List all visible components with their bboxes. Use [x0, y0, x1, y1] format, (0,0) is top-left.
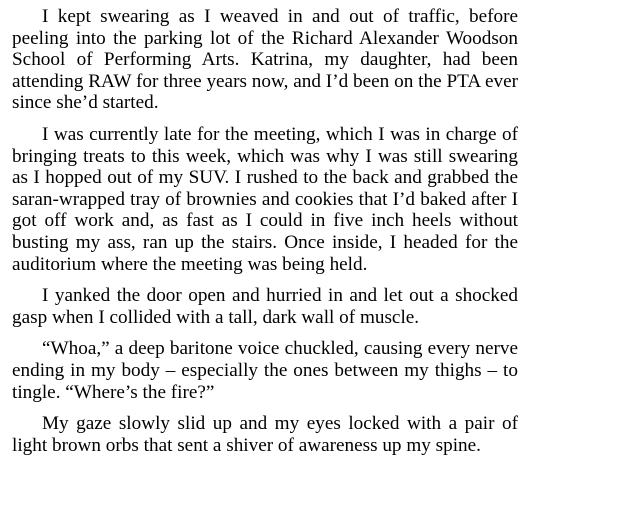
paragraph-1: I kept swearing as I weaved in and out of traffic, before peeling into the parking lot of the Richard Alexander Woodson School of Performing Arts. Katrina, my daughter, had been attending RAW for three years now, and I’d been on the PTA ever since she’d started. — [12, 6, 518, 114]
paragraph-4: “Whoa,” a deep baritone voice chuckled, causing every nerve ending in my body – especially the ones between my thighs – to tingle. “Where’s the fire?” — [12, 338, 518, 403]
document-page — [12, 6, 518, 466]
paragraph-2: I was currently late for the meeting, which I was in charge of bringing treats to this week, which was why I was still swearing as I hopped out of my SUV. I rushed to the back and grabbed the saran-wrapped tray of brownies and cookies that I’d baked after I got off work and, as fast as I could in five inch heels without busting my ass, ran up the stairs. Once inside, I headed for the auditorium where the meeting was being held. — [12, 123, 518, 275]
paragraph-5: My gaze slowly slid up and my eyes locked with a pair of light brown orbs that sent a shiver of awareness up my spine. — [12, 413, 518, 456]
paragraph-3: I yanked the door open and hurried in and let out a shocked gasp when I collided with a tall, dark wall of muscle. — [12, 285, 518, 328]
